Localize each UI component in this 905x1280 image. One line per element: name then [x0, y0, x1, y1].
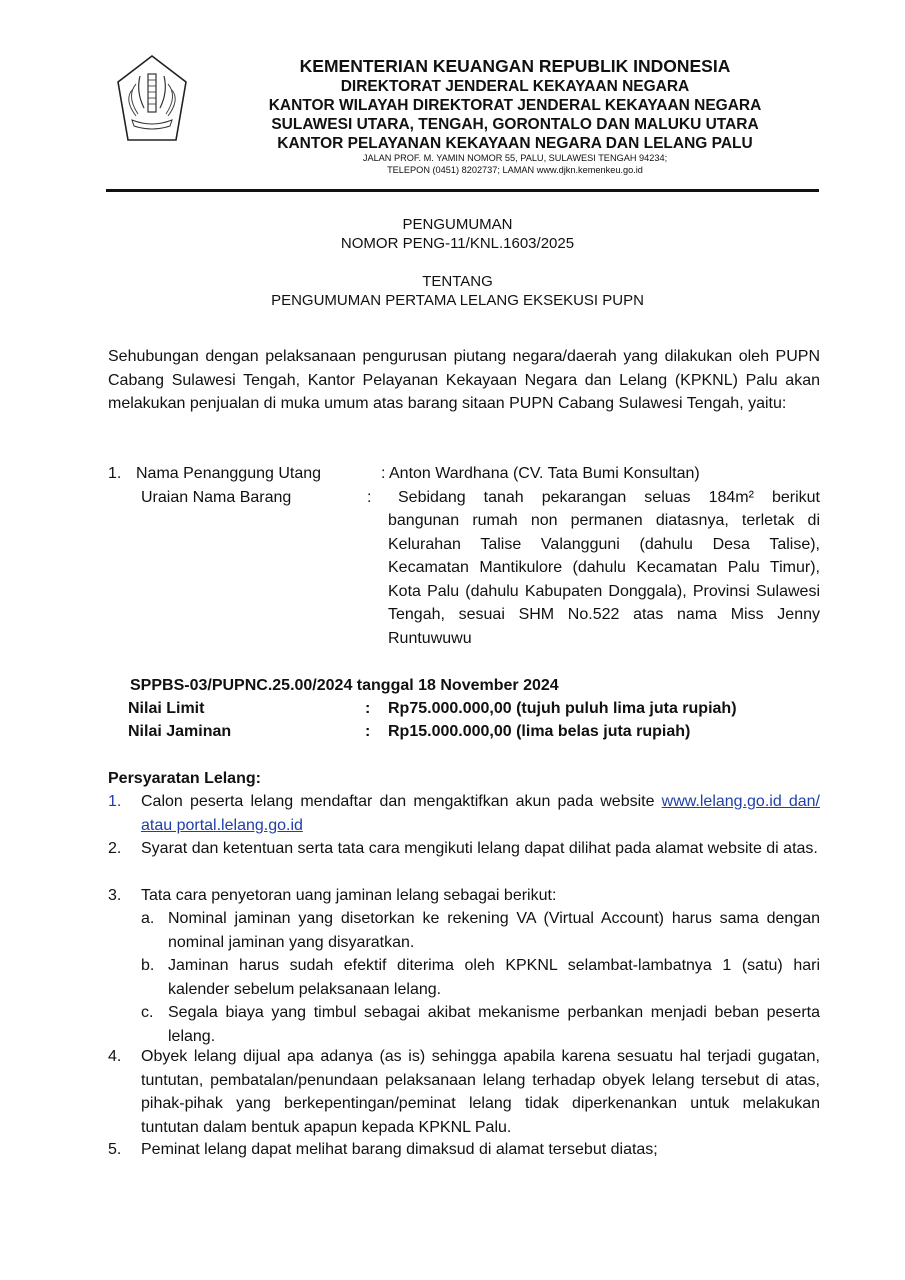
deposit-colon: :: [365, 723, 371, 740]
requirement-3b: [141, 954, 820, 1001]
sub-requirement-text: Segala biaya yang timbul sebagai akibat mekanisme perbankan menjadi beban peserta lelang.: [168, 1004, 820, 1045]
requirement-3c: [141, 1001, 820, 1048]
requirement-text: Syarat dan ketentuan serta tata cara mengikuti lelang dapat dilihat pada alamat website di atas.: [141, 840, 818, 857]
requirement-1: [108, 790, 820, 837]
item-number: 1.: [108, 465, 122, 482]
requirement-number: 1.: [108, 793, 122, 810]
requirement-text: Peminat lelang dapat melihat barang dimaksud di alamat tersebut diatas;: [141, 1141, 658, 1158]
goods-description: Sebidang tanah pekarangan seluas 184m² berikut bangunan rumah non permanen diatasnya, terletak di Kelurahan Talise Valangguni (dahulu Desa Talise), Kecamatan Mantikulore (dahulu Kecamatan Palu Timur), Kota Palu (dahulu Kabupaten Donggala), Provinsi Sulawesi Tengah, sesuai SHM No.522 atas nama Miss Jenny Runtuwuwu: [388, 488, 820, 647]
doc-type: PENGUMUMAN: [402, 216, 513, 233]
office-name: KANTOR PELAYANAN KEKAYAAN NEGARA DAN LELANG PALU: [277, 135, 753, 152]
deposit-label: Nilai Jaminan: [128, 723, 232, 740]
directorate-name: DIREKTORAT JENDERAL KEKAYAAN NEGARA: [340, 78, 690, 95]
debtor-label: Nama Penanggung Utang: [136, 465, 322, 482]
requirement-4: [108, 1045, 820, 1139]
region-name: SULAWESI UTARA, TENGAH, GORONTALO DAN MALUKU UTARA: [271, 116, 759, 133]
regional-office-name: KANTOR WILAYAH DIREKTORAT JENDERAL KEKAYAAN NEGARA: [268, 97, 762, 114]
document-title: [150, 215, 765, 310]
requirement-number: 5.: [108, 1141, 122, 1158]
requirement-text: Obyek lelang dijual apa adanya (as is) sehingga apabila karena sesuatu hal terjadi gugatan, tuntutan, pembatalan/penundaan pelaksanaan lelang terhadap obyek lelang tersebut di atas, pihak-pihak yang berkepentingan/peminat lelang tidak diperkenankan untuk melakukan tuntutan dalam bentuk apapun kepada KPKNL Palu.: [141, 1048, 820, 1136]
requirement-5: [108, 1138, 820, 1162]
office-address: JALAN PROF. M. YAMIN NOMOR 55, PALU, SULAWESI TENGAH 94234;: [362, 153, 668, 163]
limit-row: [128, 697, 828, 721]
office-contact: TELEPON (0451) 8202737; LAMAN www.djkn.kemenkeu.go.id: [387, 164, 643, 175]
letterhead-divider: [106, 189, 819, 192]
intro-paragraph: Sehubungan dengan pelaksanaan pengurusan piutang negara/daerah yang dilakukan oleh PUPN Cabang Sulawesi Tengah, Kantor Pelayanan Kekayaan Negara dan Lelang (KPKNL) Palu akan melakukan penjualan di muka umum atas barang sitaan PUPN Cabang Sulawesi Tengah, yaitu:: [108, 348, 820, 412]
requirement-text: Tata cara penyetoran uang jaminan lelang sebagai berikut:: [141, 887, 557, 904]
limit-label: Nilai Limit: [128, 700, 205, 717]
auction-website-link[interactable]: www.lelang.go.id dan/ atau portal.lelang.go.id: [141, 793, 820, 834]
limit-value: Rp75.000.000,00 (tujuh puluh lima juta rupiah): [388, 700, 737, 717]
sub-requirement-text: Nominal jaminan yang disetorkan ke rekening VA (Virtual Account) harus sama dengan nominal jaminan yang disyaratkan.: [168, 910, 820, 951]
doc-subject: PENGUMUMAN PERTAMA LELANG EKSEKUSI PUPN: [271, 292, 644, 309]
sub-requirement-letter: c.: [141, 1004, 154, 1021]
requirement-number: 3.: [108, 887, 122, 904]
ministry-logo-icon: [116, 54, 188, 144]
limit-colon: :: [365, 700, 371, 717]
letterhead: [250, 56, 780, 176]
deposit-value: Rp15.000.000,00 (lima belas juta rupiah): [388, 723, 691, 740]
requirement-3a: [141, 907, 820, 954]
ministry-name: KEMENTERIAN KEUANGAN REPUBLIK INDONESIA: [299, 56, 731, 76]
requirement-number: 4.: [108, 1048, 122, 1065]
sppbs-reference: SPPBS-03/PUPNC.25.00/2024 tanggal 18 November 2024: [130, 677, 559, 694]
doc-number: NOMOR PENG-11/KNL.1603/2025: [340, 235, 575, 252]
doc-about: TENTANG: [422, 273, 493, 290]
requirement-number: 2.: [108, 840, 122, 857]
requirement-3: [108, 884, 820, 908]
goods-label: Uraian Nama Barang: [141, 488, 292, 506]
requirements-heading: Persyaratan Lelang:: [108, 770, 261, 787]
requirement-2: [108, 837, 820, 861]
sub-requirement-letter: b.: [141, 957, 155, 974]
auction-item: [108, 462, 820, 647]
debtor-value: : Anton Wardhana (CV. Tata Bumi Konsultan): [381, 465, 700, 482]
deposit-row: [128, 720, 828, 744]
goods-colon: :: [367, 488, 372, 506]
requirement-text: Calon peserta lelang mendaftar dan mengaktifkan akun pada website: [141, 793, 662, 810]
sub-requirement-text: Jaminan harus sudah efektif diterima oleh KPKNL selambat-lambatnya 1 (satu) hari kalender sebelum pelaksanaan lelang.: [168, 957, 820, 998]
sub-requirement-letter: a.: [141, 910, 155, 927]
